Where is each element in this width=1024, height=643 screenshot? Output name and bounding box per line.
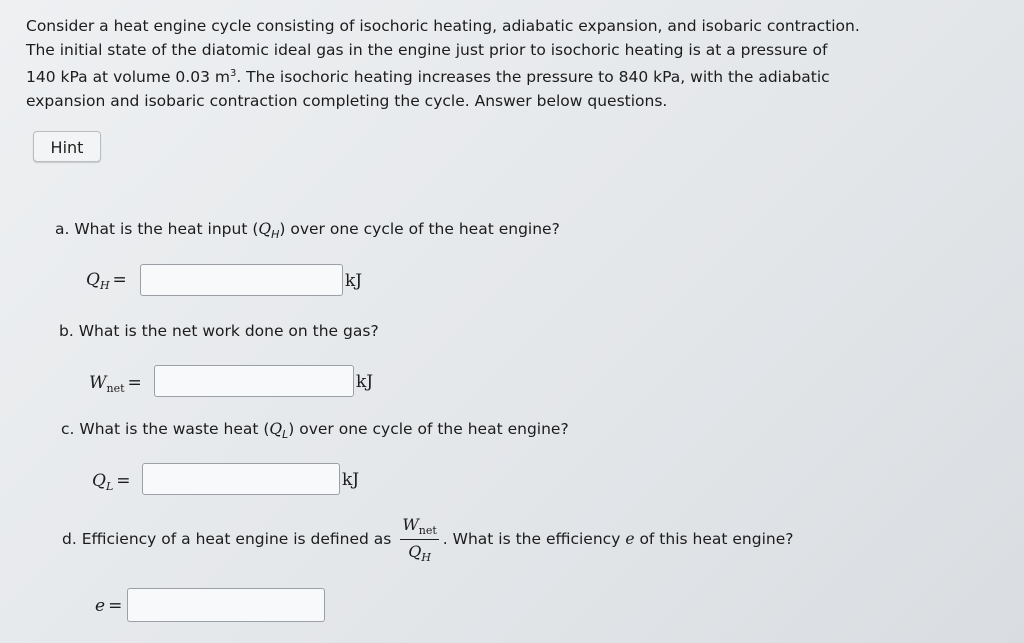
problem-line-3-post: . The isochoric heating increases the pressure to 840 kPa, with the adiabatic <box>236 68 830 87</box>
volume-unit-exponent: 3 <box>229 68 237 79</box>
fraction-numerator-symbol: W <box>402 515 419 534</box>
question-d-text-pre: d. Efficiency of a heat engine is defined as <box>62 530 392 548</box>
problem-line-3-pre: 140 kPa at volume 0.03 m <box>26 68 230 87</box>
answer-b-symbol: W <box>89 373 107 393</box>
answer-a-symbol: Q <box>86 270 100 290</box>
question-d <box>62 515 793 564</box>
hint-button[interactable]: Hint <box>33 131 101 162</box>
answer-d-label <box>95 596 122 616</box>
answer-a-equals: = <box>112 270 127 290</box>
fraction-numerator-sub: net <box>418 524 437 537</box>
question-c-text-post: ) over one cycle of the heat engine? <box>288 420 569 438</box>
answer-a-symbol-sub: H <box>99 279 110 292</box>
question-d-text-end: of this heat engine? <box>639 530 794 548</box>
question-c <box>61 420 569 441</box>
question-a-text-post: ) over one cycle of the heat engine? <box>279 220 560 238</box>
answer-c-label <box>92 471 131 493</box>
heat-input-field[interactable] <box>140 264 343 296</box>
answer-a-unit: kJ <box>345 271 363 291</box>
efficiency-fraction <box>400 515 438 564</box>
efficiency-field[interactable] <box>127 588 325 622</box>
problem-line-2: The initial state of the diatomic ideal gas in the engine just prior to isochoric heating is at a pressure of <box>26 41 828 59</box>
answer-c-symbol: Q <box>92 471 106 491</box>
fraction-denominator-symbol: Q <box>408 542 422 561</box>
question-a-symbol-sub: H <box>271 228 280 241</box>
answer-b-unit: kJ <box>356 372 374 392</box>
problem-statement <box>26 14 986 113</box>
problem-line-1: Consider a heat engine cycle consisting of isochoric heating, adiabatic expansion, and isobaric contraction. <box>26 17 860 35</box>
fraction-denominator-sub: H <box>421 551 431 564</box>
problem-line-3 <box>26 62 986 89</box>
problem-line-4: expansion and isobaric contraction completing the cycle. Answer below questions. <box>26 92 668 111</box>
answer-d-symbol: e <box>95 596 106 616</box>
answer-c-equals: = <box>116 471 131 491</box>
answer-b-label <box>89 373 142 395</box>
question-d-text-post: . What is the efficiency <box>442 530 621 548</box>
waste-heat-field[interactable] <box>142 463 340 495</box>
answer-c-unit: kJ <box>342 470 360 490</box>
question-c-text-pre: c. What is the waste heat ( <box>61 420 270 438</box>
fraction-numerator <box>400 515 438 540</box>
question-c-symbol: Q <box>269 420 283 438</box>
answer-b-equals: = <box>127 373 142 393</box>
answer-b-symbol-sub: net <box>106 382 125 395</box>
question-a <box>55 220 560 241</box>
answer-d-equals: = <box>108 596 123 616</box>
question-d-symbol: e <box>625 530 635 548</box>
net-work-field[interactable] <box>154 365 354 397</box>
question-c-symbol-sub: L <box>282 428 289 441</box>
answer-a-label <box>86 270 127 292</box>
question-a-symbol: Q <box>258 220 272 238</box>
question-b: b. What is the net work done on the gas? <box>59 322 379 340</box>
fraction-denominator <box>400 540 438 564</box>
question-a-text-pre: a. What is the heat input ( <box>55 220 259 238</box>
answer-c-symbol-sub: L <box>105 480 114 493</box>
